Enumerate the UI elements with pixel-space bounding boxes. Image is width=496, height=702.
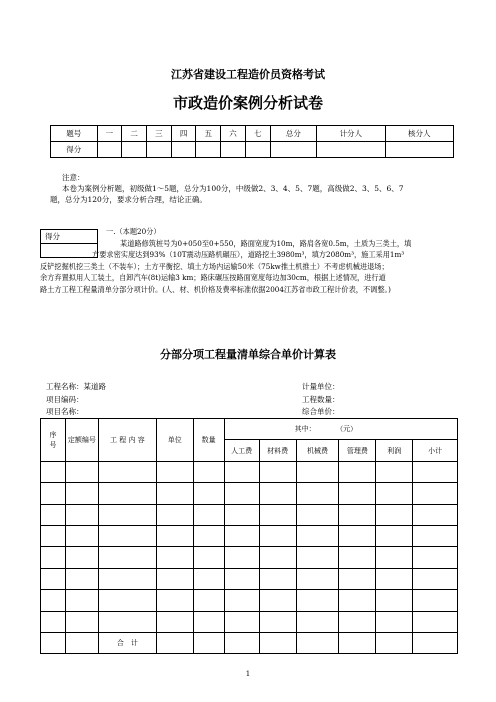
- table-cell: [65, 568, 98, 589]
- table-cell: [193, 461, 224, 482]
- table-cell: [296, 568, 339, 589]
- table-row: [41, 590, 458, 611]
- col-content: 工 程 内 容: [98, 419, 156, 462]
- score-table: [50, 125, 454, 158]
- score-header-cell: 二: [122, 126, 147, 142]
- table-cell: [376, 590, 413, 611]
- question-line: 某道路修筑桩号为0+050至0+550，路面宽度为10m，路肩各宽0.5m，土质为三类土，填: [120, 238, 412, 248]
- table-cell: [41, 504, 66, 525]
- score-cell: [146, 142, 171, 158]
- col-among-label: 其中：: [294, 425, 316, 434]
- table-cell: [193, 590, 224, 611]
- table-cell: [224, 461, 259, 482]
- table-cell: [259, 632, 296, 653]
- table-cell: [65, 611, 98, 632]
- score-cell: [171, 142, 196, 158]
- table-cell: [296, 483, 339, 504]
- score-header-cell: 题号: [51, 126, 98, 142]
- score-header-cell: 计分人: [317, 126, 385, 142]
- score-table-header-row: [51, 126, 454, 142]
- table-cell: [41, 568, 66, 589]
- col-profit: 利润: [376, 440, 413, 461]
- col-quota: 定额编号: [65, 419, 98, 462]
- score-cell: [196, 142, 221, 158]
- table-cell: [413, 547, 458, 568]
- calc-sheet-title: 分部分项工程量清单综合单价计算表: [160, 348, 336, 361]
- table-cell: [98, 483, 156, 504]
- table-header-row: [41, 419, 458, 440]
- project-name-value: 某道路: [83, 382, 106, 391]
- question-line: 反铲挖掘机挖三类土（不装车）；土方平衡挖、填土方场内运输50米（75kw推土机推土）不考虑机械进退场；: [40, 261, 389, 271]
- table-cell: [156, 547, 193, 568]
- table-cell: [339, 611, 376, 632]
- project-name-field: [46, 381, 106, 392]
- table-cell: [339, 547, 376, 568]
- table-cell: [65, 461, 98, 482]
- table-cell: [376, 611, 413, 632]
- table-cell: [413, 525, 458, 546]
- project-code-label: 项目编码：: [46, 395, 84, 404]
- measure-unit-label: 计量单位：: [302, 382, 340, 391]
- table-cell: [98, 547, 156, 568]
- table-cell: [413, 461, 458, 482]
- table-cell: [224, 504, 259, 525]
- table-cell: [376, 632, 413, 653]
- table-cell: [65, 504, 98, 525]
- table-cell: [296, 590, 339, 611]
- table-cell: [193, 568, 224, 589]
- question-line: 路土方工程工程量清单分部分项计价。(人、材、机价格及费率标准依据2004江苏省市政工程计价表，不调整。): [40, 284, 391, 294]
- col-subtotal: 小计: [413, 440, 458, 461]
- table-cell: [193, 504, 224, 525]
- table-cell: [376, 547, 413, 568]
- table-cell: [296, 525, 339, 546]
- table-cell: [156, 568, 193, 589]
- col-qty: 数量: [193, 419, 224, 462]
- score-header-cell: 一: [97, 126, 122, 142]
- table-cell: [376, 504, 413, 525]
- table-cell: [296, 504, 339, 525]
- table-cell: [156, 590, 193, 611]
- table-cell: [259, 611, 296, 632]
- notes: [50, 172, 460, 205]
- score-cell: [97, 142, 122, 158]
- table-row: [41, 483, 458, 504]
- table-cell: [98, 611, 156, 632]
- table-cell: [224, 483, 259, 504]
- table-cell: [65, 632, 98, 653]
- score-cell: [122, 142, 147, 158]
- col-among: [224, 419, 457, 440]
- table-cell: [376, 461, 413, 482]
- table-cell: [259, 525, 296, 546]
- table-cell: [296, 611, 339, 632]
- table-cell: [296, 461, 339, 482]
- score-row-label: 得分: [51, 142, 98, 158]
- table-cell: [339, 461, 376, 482]
- table-cell: [98, 568, 156, 589]
- table-cell: [193, 525, 224, 546]
- score-cell: [317, 142, 385, 158]
- table-cell: [413, 568, 458, 589]
- table-cell: [259, 547, 296, 568]
- project-name-label: 工程名称：: [46, 382, 84, 391]
- table-cell: [259, 568, 296, 589]
- unit-price-table: [40, 418, 458, 654]
- quantity-label: 工程数量：: [302, 395, 340, 404]
- col-machine: 机械费: [296, 440, 339, 461]
- table-cell: [224, 525, 259, 546]
- table-cell: [224, 632, 259, 653]
- score-header-cell: 七: [245, 126, 270, 142]
- table-cell: [413, 504, 458, 525]
- score-header-cell: 五: [196, 126, 221, 142]
- table-cell: [193, 632, 224, 653]
- table-cell: [376, 483, 413, 504]
- score-header-cell: 三: [146, 126, 171, 142]
- table-cell: [41, 525, 66, 546]
- score-header-cell: 总分: [270, 126, 317, 142]
- table-cell: [41, 483, 66, 504]
- table-cell: [339, 568, 376, 589]
- table-cell: [193, 547, 224, 568]
- table-cell: [413, 483, 458, 504]
- question-line: 方要求密实度达到93%（10T震动压路机碾压），道路挖土3980m³，填方2080m³，施工采用1m³: [92, 250, 405, 259]
- table-row: [41, 611, 458, 632]
- table-row: [41, 568, 458, 589]
- table-cell: [156, 525, 193, 546]
- table-cell: [65, 590, 98, 611]
- table-cell: [224, 611, 259, 632]
- table-total-row: [41, 632, 458, 653]
- table-cell: [65, 547, 98, 568]
- table-cell: [259, 483, 296, 504]
- table-cell: [98, 525, 156, 546]
- table-cell: [376, 568, 413, 589]
- table-cell: [413, 611, 458, 632]
- exam-title: 江苏省建设工程造价员资格考试: [171, 68, 325, 81]
- table-cell: [156, 504, 193, 525]
- table-row: [41, 525, 458, 546]
- table-cell: [193, 611, 224, 632]
- table-cell: [339, 504, 376, 525]
- col-labor: 人工费: [224, 440, 259, 461]
- item-name-label: 项目名称：: [46, 407, 84, 416]
- table-cell: [339, 483, 376, 504]
- notes-line: 题，总分为120分，要求分析合理，结论正确。: [50, 195, 207, 204]
- table-cell: [98, 590, 156, 611]
- table-cell: [413, 632, 458, 653]
- col-yuan-label: （元）: [339, 425, 358, 434]
- question-score-label: 得分: [41, 230, 98, 244]
- table-cell: [224, 568, 259, 589]
- table-cell: [413, 590, 458, 611]
- score-cell: [385, 142, 454, 158]
- score-table-score-row: [51, 142, 454, 158]
- table-cell: [296, 632, 339, 653]
- table-cell: [296, 547, 339, 568]
- table-cell: [65, 525, 98, 546]
- table-cell: [259, 590, 296, 611]
- table-cell: [156, 483, 193, 504]
- table-cell: [41, 590, 66, 611]
- table-cell: [193, 483, 224, 504]
- table-cell: [224, 547, 259, 568]
- col-seq: 序号: [41, 419, 66, 462]
- col-unit: 单位: [156, 419, 193, 462]
- paper-title: 市政造价案例分析试卷: [172, 94, 323, 112]
- question-line: 余方弃置拟用人工装土，自卸汽车(8t)运输3 km；路床碾压按路面宽度每边加30cm，根据上述情况，进行道: [40, 273, 386, 282]
- score-cell: [245, 142, 270, 158]
- table-cell: [98, 504, 156, 525]
- col-material: 材料费: [259, 440, 296, 461]
- table-cell: [259, 504, 296, 525]
- score-header-cell: 核分人: [385, 126, 454, 142]
- table-cell: [376, 525, 413, 546]
- score-header-cell: 六: [221, 126, 246, 142]
- table-cell: [339, 525, 376, 546]
- score-cell: [270, 142, 317, 158]
- table-cell: [156, 611, 193, 632]
- score-header-cell: 四: [171, 126, 196, 142]
- table-row: [41, 504, 458, 525]
- unit-price-label: 综合单价：: [302, 407, 340, 416]
- question-text: [40, 226, 460, 295]
- table-cell: [156, 461, 193, 482]
- table-cell: [339, 632, 376, 653]
- table-row: [41, 547, 458, 568]
- table-cell: [65, 483, 98, 504]
- question-heading: 一.（本题20分）: [106, 227, 161, 236]
- table-cell: [224, 590, 259, 611]
- total-label: 合 计: [98, 632, 156, 653]
- table-row: [41, 461, 458, 482]
- table-cell: [41, 547, 66, 568]
- table-cell: [98, 461, 156, 482]
- table-cell: [259, 461, 296, 482]
- table-cell: [339, 590, 376, 611]
- col-management: 管理费: [339, 440, 376, 461]
- score-cell: [221, 142, 246, 158]
- table-cell: [41, 461, 66, 482]
- page-number: 1: [245, 670, 251, 678]
- notes-line: 本卷为案例分析题，初级做1～5题，总分为100分，中级做2、3、4、5、7题，高级做2、3、5、6、7: [62, 184, 404, 193]
- table-cell: [41, 611, 66, 632]
- table-cell: [156, 632, 193, 653]
- table-cell: [41, 632, 66, 653]
- notes-title: 注意：: [62, 173, 85, 182]
